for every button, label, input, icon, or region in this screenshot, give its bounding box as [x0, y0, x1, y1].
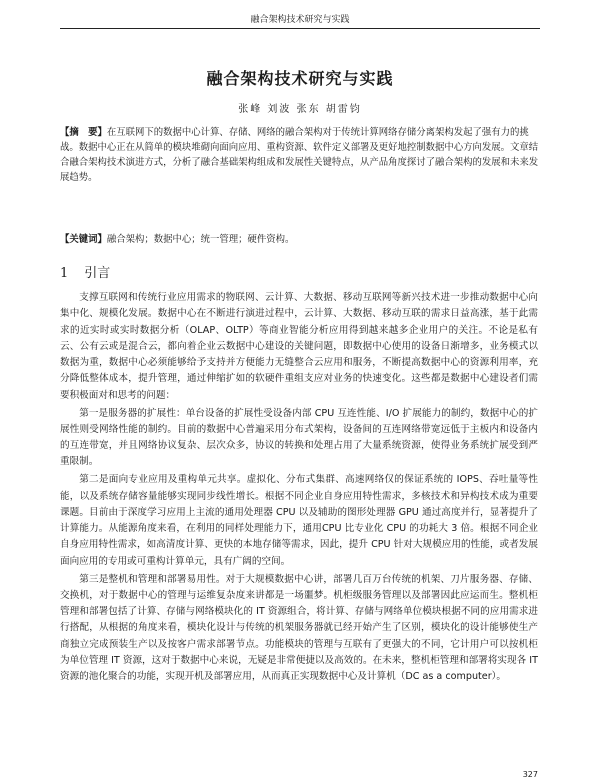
body-paragraph: 支撑互联网和传统行业应用需求的物联网、云计算、大数据、移动互联网等新兴技术进一步推动数据中心向集中化、规模化发展。数据中心在不断进行演进过程中，云计算、大数据、移动互联的需求日益高涨，基于此需求的近实时或实时数据分析（OLAP、OLTP）等商业智能分析应用得到越来越多企业用户的关注。不论是私有云、公有云或是混合云，都向着企业云数据中心建设的关键问题，即数据中心使用的设备日渐增多，业务模式以数据为重，数据中心必须能够给予支持并方便能力无缝整合云应用和服务，不断提高数据中心的资源利用率，充分降低整体成本，提升管理，通过伸缩扩如的软硬件重组支应对业务的快速变化。这些都是数据中心建设者们需要积极面对和思考的问题：: [60, 292, 538, 401]
body-paragraph: 第三是整机和管理和部署易用性。对于大规模数据中心讲，部署几百万台传统的机架、刀片服务器、存储、交换机，对于数据中心的管理与运维复杂度来讲都是一场噩梦。机柜级服务管理以及部署因此应运而生。整机柜管理和部署包括了计算、存储与网络模块化的 IT 资源组合，将计算、存储与网络单位模块根据不同的应用需求进行搭配，从根据的角度来看，模块化设计与传统的机架服务器就已经开始产生了区别，模块化的设计能够使生产商独立完成预装生产以及按客户需求部署节点。功能模块的管理与互联有了更强大的不同，它计用户可以按机柜为单位管理 IT 资源，这对于数据中心来说，无疑是非常便捷以及高效的。在未来，整机柜管理和部署将实现各 IT 资源的池化聚合的功能，实现开机及部署应用，从而真正实现数据中心及计算机（DC as a computer）。: [60, 573, 538, 683]
body-paragraph: 第一是服务器的扩展性：单台设备的扩展性受设备内部 CPU 互连性能、I/O 扩展能力的制约，数据中心的扩展性则受网络性能的制约。目前的数据中心普遍采用分布式架构，设备间的互连网络带宽远低于主板内和设备内的互连带宽，并且网络协议复杂、层次众多，协议的转换和处理占用了大量系统资源，使得业务系统扩展受到严重限制。: [60, 407, 538, 468]
abstract-label: 【摘 要】: [60, 127, 107, 138]
keywords-block: [60, 232, 540, 247]
paper-title: 融合架构技术研究与实践: [206, 69, 394, 88]
running-header: 融合架构技术研究与实践: [60, 14, 540, 29]
section-number: 1: [60, 266, 69, 281]
page-number: 327: [522, 770, 538, 779]
abstract-block: [60, 125, 540, 185]
section-title: 引言: [84, 266, 111, 281]
body-paragraph: 第二是面向专业应用及重构单元共享。虚拟化、分布式集群、高速网络仅的保证系统的 IOPS、吞吐量等性能，以及系统存储容量能够实现同步线性增长。根据不同企业自身应用特性需求，多核技术和异构技术成为重要课题。目前由于深度学习应用上主流的通用处理器 CPU 以及辅助的图形处理器 GPU 通过高度并行，显著提升了计算能力。从能源角度来看，在利用的同样处理能力下，通用CPU 比专业化 CPU 的功耗大 3 倍。根据不同企业自身应用特性需求，如高清度计算、更快的本地存储等需求，因此，提升 CPU 针对大规模应用的性能，或者发展面向应用的专用或可重构计算单元，具有广阔的空间。: [60, 474, 538, 567]
keywords-label: 【关键词】: [60, 234, 107, 245]
abstract-text: 在互联网下的数据中心计算、存储、网络的融合架构对于传统计算网络存储分离架构发起了强有力的挑战。数据中心正在从简单的模块堆砌向面向应用、重构资源、软件定义部署及更好地控制数据中心方向发展。文章结合融合架构技术演进方式，分析了融合基础架构组成和发展性关键特点，从产品角度探讨了融合架构的发展和未来发展趋势。: [60, 127, 539, 183]
author-list: 张峰 刘波 张东 胡雷钧: [238, 104, 362, 115]
section-heading: [60, 262, 110, 281]
keywords-text: 融合架构；数据中心；统一管理；硬件资构。: [106, 234, 295, 245]
body-text: [60, 290, 538, 687]
